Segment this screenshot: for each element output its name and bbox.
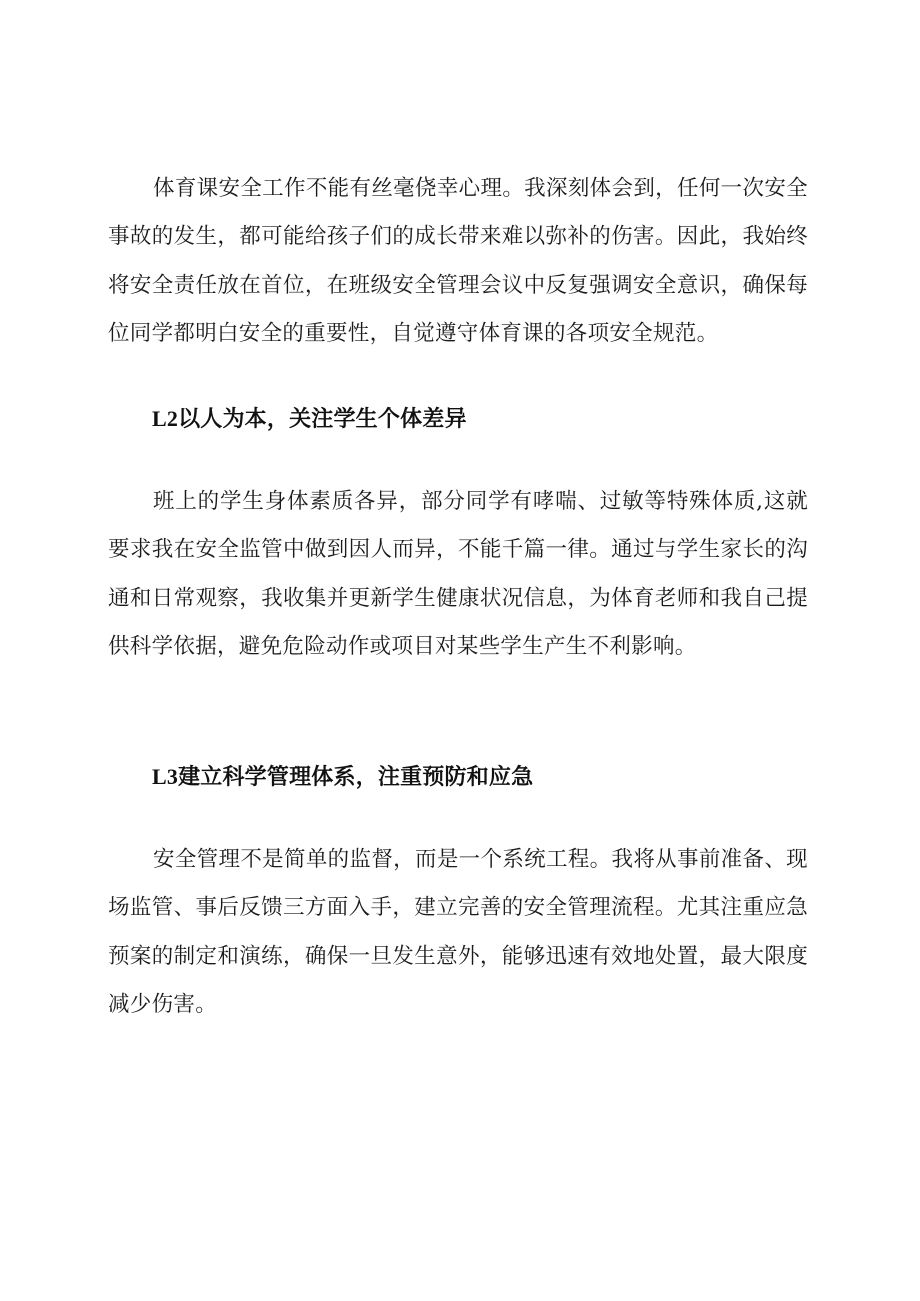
paragraph-safety-awareness: 体育课安全工作不能有丝毫侥幸心理。我深刻体会到，任何一次安全事故的发生，都可能给孩子们的成长带来难以弥补的伤害。因此，我始终将安全责任放在首位，在班级安全管理会议中反复强调安全意识，确保每位同学都明白安全的重要性，自觉遵守体育课的各项安全规范。 bbox=[108, 176, 808, 347]
section-heading-l2 bbox=[152, 404, 467, 435]
section-number: L3 bbox=[152, 764, 179, 789]
section-heading-l3 bbox=[152, 762, 533, 793]
paragraph-management-system: 安全管理不是简单的监督，而是一个系统工程。我将从事前准备、现场监管、事后反馈三方面入手，建立完善的安全管理流程。尤其注重应急预案的制定和演练，确保一旦发生意外，能够迅速有效地处置，最大限度减少伤害。 bbox=[108, 847, 808, 1018]
paragraph-individual-differences: 班上的学生身体素质各异，部分同学有哮喘、过敏等特殊体质,这就要求我在安全监管中做到因人而异，不能千篇一律。通过与学生家长的沟通和日常观察，我收集并更新学生健康状况信息，为体育老师和我自己提供科学依据，避免危险动作或项目对某些学生产生不利影响。 bbox=[108, 489, 808, 660]
section-title: 以人为本，关注学生个体差异 bbox=[178, 407, 467, 432]
section-title: 建立科学管理体系，注重预防和应急 bbox=[178, 765, 534, 790]
section-number: L2 bbox=[152, 406, 179, 431]
